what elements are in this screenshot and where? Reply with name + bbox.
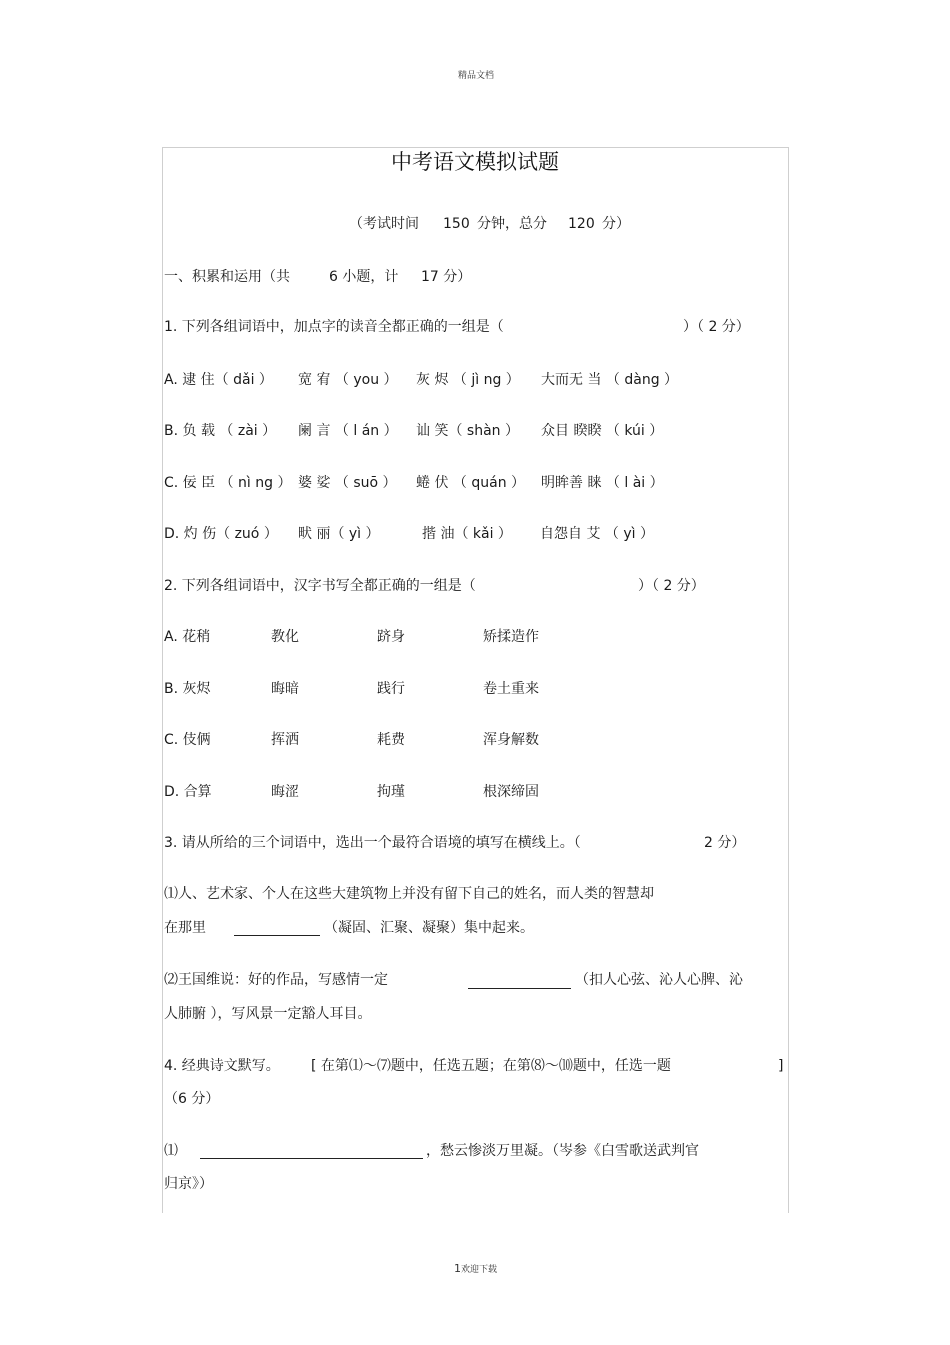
q3-part1-line2a: 在那里: [164, 920, 206, 936]
exam-info-suffix: 分）: [602, 216, 630, 232]
q2-option-a-2: 教化: [271, 629, 299, 645]
q2-option-a-3: 跻身: [377, 629, 405, 645]
document-title: 中考语文模拟试题: [391, 150, 559, 174]
exam-score: 120: [568, 216, 595, 232]
question-4-bracket: ]: [778, 1058, 784, 1074]
question-1-points: ）（ 2 分）: [683, 319, 750, 335]
q4-item1-line2: 归京》）: [164, 1176, 213, 1192]
q3-part2-line1b: （扣人心弦、沁人心脾、沁: [575, 972, 743, 988]
q2-option-d-4: 根深缔固: [483, 784, 539, 800]
question-2-stem: 2. 下列各组词语中，汉字书写全都正确的一组是（: [164, 578, 476, 594]
q3-part1-line2b: （凝固、汇聚、凝聚）集中起来。: [324, 920, 534, 936]
section-heading-b: 6 小题，计: [329, 269, 399, 285]
question-2-points: ）（ 2 分）: [638, 578, 705, 594]
q1-option-b-4: 众目 睽睽 （ kúi ）: [541, 423, 664, 439]
content-frame: [162, 147, 789, 1213]
page-footer: [454, 1262, 497, 1275]
q1-option-a-1: A. 逮 住（ dǎi ）: [164, 372, 273, 388]
q2-option-b-2: 晦暗: [271, 681, 299, 697]
q1-option-d-1: D. 灼 伤（ zuó ）: [164, 526, 278, 542]
q1-option-b-1: B. 负 载 （ zài ）: [164, 423, 277, 439]
section-heading-a: 一、积累和运用（共: [164, 269, 290, 285]
q3-part1-line1: ⑴人、艺术家、个人在这些大建筑物上并没有留下自己的姓名，而人类的智慧却: [164, 886, 654, 902]
q2-option-c-2: 挥洒: [271, 732, 299, 748]
q1-option-c-4: 明眸善 睐 （ l ài ）: [541, 475, 664, 491]
q3-part2-line1a: ⑵王国维说：好的作品，写感情一定: [164, 972, 388, 988]
question-4-instruction: [ 在第⑴～⑺题中，任选五题；在第⑻～⑽题中，任选一题: [311, 1058, 671, 1074]
q3-part1-blank[interactable]: [234, 921, 320, 936]
q2-option-c-3: 耗费: [377, 732, 405, 748]
q2-option-d-3: 拘瑾: [377, 784, 405, 800]
q1-option-c-2: 婆 娑 （ suō ）: [298, 475, 397, 491]
q1-option-d-2: 畎 丽（ yì ）: [298, 526, 380, 542]
q4-item1-text: ，愁云惨淡万里凝。（岑参《白雪歌送武判官: [426, 1143, 699, 1159]
question-1-stem: 1. 下列各组词语中，加点字的读音全都正确的一组是（: [164, 319, 504, 335]
question-3-stem: 3. 请从所给的三个词语中，选出一个最符合语境的填写在横线上。（: [164, 835, 581, 851]
page-number: 1: [454, 1262, 461, 1275]
q4-item1-number: ⑴: [164, 1143, 178, 1159]
question-4-stem: 4. 经典诗文默写。: [164, 1058, 280, 1074]
q1-option-b-2: 阑 言 （ l án ）: [298, 423, 398, 439]
q2-option-c-1: C. 伎俩: [164, 732, 211, 748]
q2-option-d-2: 晦涩: [271, 784, 299, 800]
q1-option-d-3: 揩 油（ kǎi ）: [422, 526, 512, 542]
q3-part2-blank[interactable]: [468, 974, 571, 989]
q2-option-a-1: A. 花稍: [164, 629, 211, 645]
q1-option-c-1: C. 佞 臣 （ nì ng ）: [164, 475, 292, 491]
q1-option-a-2: 宽 宥 （ you ）: [298, 372, 398, 388]
q3-part2-line2: 人肺腑 ），写风景一定豁人耳目。: [164, 1006, 372, 1022]
question-4-points: （6 分）: [164, 1091, 220, 1107]
exam-info-prefix: （考试时间: [349, 216, 419, 232]
q2-option-b-3: 践行: [377, 681, 405, 697]
q2-option-c-4: 浑身解数: [483, 732, 539, 748]
q4-item1-blank[interactable]: [200, 1144, 423, 1159]
q2-option-a-4: 矫揉造作: [483, 629, 539, 645]
q1-option-c-3: 蜷 伏 （ quán ）: [416, 475, 526, 491]
footer-text: 欢迎下载: [461, 1265, 498, 1275]
q1-option-d-4: 自怨自 艾 （ yì ）: [540, 526, 654, 542]
exam-time: 150: [443, 216, 470, 232]
q1-option-a-4: 大而无 当 （ dàng ）: [541, 372, 679, 388]
q1-option-a-3: 灰 烬 （ jì ng ）: [416, 372, 520, 388]
q2-option-b-1: B. 灰烬: [164, 681, 211, 697]
q2-option-b-4: 卷土重来: [483, 681, 539, 697]
page-header: 精品文档: [458, 71, 495, 81]
exam-info-mid: 分钟，总分: [477, 216, 547, 232]
question-3-points: 2 分）: [704, 835, 746, 851]
q1-option-b-3: 讪 笑（ shàn ）: [416, 423, 519, 439]
section-heading-c: 17 分）: [421, 269, 472, 285]
q2-option-d-1: D. 合算: [164, 784, 212, 800]
